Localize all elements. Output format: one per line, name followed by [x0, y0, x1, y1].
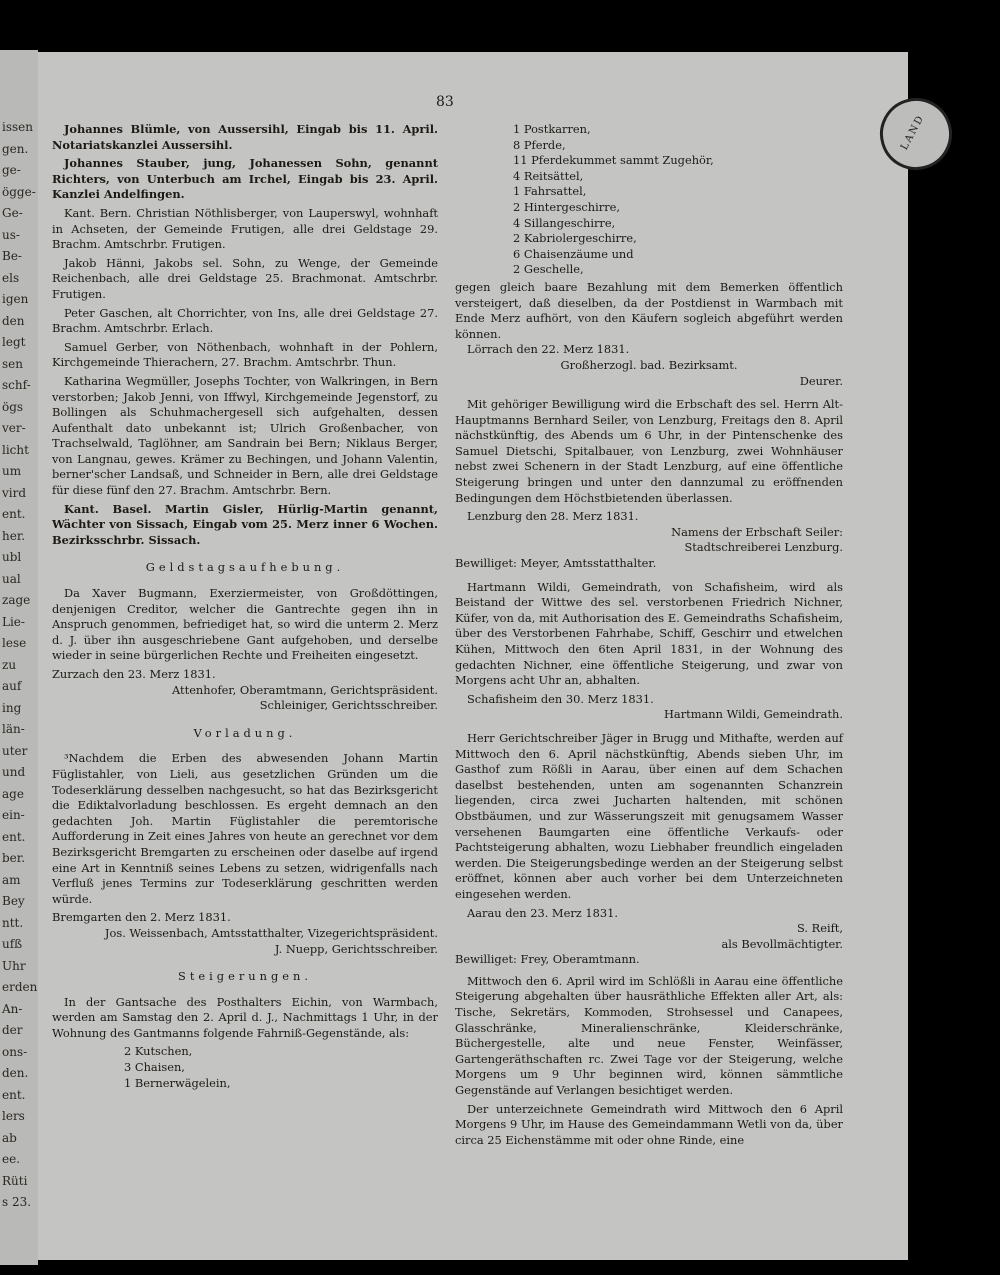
adjacent-page-fragment: ufß	[2, 937, 23, 951]
list-item: 2 Hintergeschirre,	[513, 199, 621, 214]
adjacent-page-fragment: lese	[2, 636, 27, 650]
jaeger-approval: Bewilliget: Frey, Oberamtmann.	[455, 952, 640, 967]
adjacent-page-fragment: gen.	[2, 141, 29, 156]
adjacent-page-fragment: auf	[2, 679, 22, 693]
wildi-date: Schafisheim den 30. Merz 1831.	[467, 691, 654, 706]
adjacent-page-fragment: ee.	[2, 1152, 21, 1166]
adjacent-page-fragment: Lie-	[2, 614, 25, 629]
wildi-signature: Hartmann Wildi, Gemeindrath.	[663, 707, 843, 722]
vorladung-date: Bremgarten den 2. Merz 1831.	[52, 910, 231, 925]
adjacent-page-fragment: Ge-	[2, 206, 23, 220]
adjacent-page-fragment: um	[2, 464, 22, 478]
vorladung-signature-1: Jos. Weissenbach, Amtsstatthalter, Vizegerichtspräsident.	[104, 925, 438, 940]
adjacent-page-fragment: vird	[2, 485, 27, 500]
adjacent-page-fragment: Be-	[2, 249, 22, 263]
items-date: Lörrach den 22. Merz 1831.	[467, 342, 630, 357]
list-item: 1 Fahrsattel,	[513, 184, 587, 199]
bankruptcy-notice: Peter Gaschen, alt Chorrichter, von Ins, alle drei Geldstage 27. Brachm. Amtschrbr. Erlach.	[52, 305, 438, 336]
list-item: 2 Kabriolergeschirre,	[513, 231, 637, 246]
aufhebung-signature-1: Attenhofer, Oberamtmann, Gerichtspräsident.	[172, 682, 438, 697]
adjacent-page-fragment: und	[2, 765, 26, 779]
aufhebung-notice: Da Xaver Bugmann, Exerziermeister, von Großdöttingen, denjenigen Creditor, welcher die Gantrechte gegen ihn in Anspruch genommen, befriediget hat, so wird die unterm 2. Merz d. J. über ihn ausgeschriebene Gant aufgehoben, und derselbe wieder in seine bürgerlichen Rechte und Freiheiten eingesetzt.	[52, 586, 438, 663]
adjacent-page-fragment: her.	[2, 528, 26, 543]
adjacent-page-fragment: zu	[2, 657, 17, 672]
adjacent-page-fragment: ntt.	[2, 915, 24, 930]
adjacent-page-fragment: sen	[2, 356, 23, 371]
adjacent-page-fragment: am	[2, 872, 21, 887]
adjacent-page-edge	[0, 50, 38, 1265]
jaeger-date: Aarau den 23. Merz 1831.	[467, 905, 619, 920]
adjacent-page-fragment: den.	[2, 1066, 29, 1080]
adjacent-page-fragment: igen	[2, 292, 29, 306]
list-item: 6 Chaisenzäume und	[513, 246, 634, 261]
bankruptcy-notice: Jakob Hänni, Jakobs sel. Sohn, zu Wenge, der Gemeinde Reichenbach, alle drei Geldstage 25. Brachmonat. Amtschrbr. Frutigen.	[52, 255, 438, 301]
adjacent-page-fragment: ual	[2, 571, 21, 586]
adjacent-page-fragment: Uhr	[2, 958, 26, 973]
adjacent-page-fragment: ge-	[2, 163, 21, 177]
heading-geldstagsaufhebung: Geldstagsaufhebung.	[145, 560, 345, 575]
list-item: 11 Pferdekummet sammt Zugehör,	[513, 153, 714, 168]
adjacent-page-fragment: An-	[2, 1001, 23, 1016]
jaeger-notice: Herr Gerichtschreiber Jäger in Brugg und Mithafte, werden auf Mittwoch den 6. April nächstkünftig, Abends sieben Uhr, im Gasthof zum Rößli in Aarau, über einen auf dem Schachen daselbst bestehenden, unten am sogenannten Schanzrein liegenden, circa zwei Jucharten haltenden, mit schönen Obstbäumen, und zur Wässerungszeit mit genugsamem Wasser versehenen Baumgarten eine öffentliche Verkaufs- oder Pachtsteigerung abhalten, wozu Liebhaber freundlich eingeladen werden. Die Steigerungsbedinge werden an der Steigerung selbst eröffnet, können aber auch vorher bei dem Unterzeichneten eingesehen werden.	[455, 730, 843, 901]
adjacent-page-fragment: schf-	[2, 378, 31, 392]
seiler-approval: Bewilliget: Meyer, Amtsstatthalter.	[455, 556, 657, 571]
jaeger-signature-2: als Bevollmächtigter.	[721, 936, 843, 951]
aufhebung-signature-2: Schleiniger, Gerichtsschreiber.	[259, 698, 438, 713]
adjacent-page-fragment: zage	[2, 593, 31, 607]
list-item: 1 Postkarren,	[513, 122, 591, 136]
library-stamp: LAND	[867, 85, 964, 182]
list-item: 1 Bernerwägelein,	[124, 1075, 231, 1090]
wetli-notice: Der unterzeichnete Gemeindrath wird Mittwoch den 6 April Morgens 9 Uhr, im Hause des Gemeindammann Wetli von da, über circa 25 Eichenstämme mit oder ohne Rinde, eine	[455, 1101, 843, 1147]
adjacent-page-fragment: ab	[2, 1130, 17, 1145]
adjacent-page-fragment: els	[2, 270, 20, 285]
adjacent-page-fragment: ent.	[2, 1087, 26, 1102]
items-signature-2: Deurer.	[799, 373, 843, 388]
item-list-left	[52, 1044, 438, 1091]
adjacent-page-fragment: der	[2, 1023, 23, 1037]
list-item: 4 Sillangeschirre,	[513, 215, 616, 230]
adjacent-page-fragment: ent.	[2, 507, 26, 521]
page-number: 83	[436, 94, 454, 110]
heading-vorladung: Vorladung.	[193, 725, 297, 740]
bankruptcy-notice: Kant. Bern. Christian Nöthlisberger, von Lauperswyl, wohnhaft in Achseten, der Gemeinde Frutigen, alle drei Geldstage 29. Brachm. Amtschrbr. Frutigen.	[52, 205, 438, 252]
wildi-notice: Hartmann Wildi, Gemeindrath, von Schafisheim, wird als Beistand der Wittwe des sel. verstorbenen Friedrich Nichner, Küfer, von da, mit Authorisation des E. Gemeindraths Schafisheim, über des Verstorbenen Fahrhabe, Schiff, Geschirr und etwelchen Kühen, Mittwoch den 6ten April 1831, in der Wohnung des gedachten Nichner, eine öffentliche Steigerung, und zwar von Morgens acht Uhr an, abhalten.	[455, 579, 843, 688]
bankruptcy-notice: Katharina Wegmüller, Josephs Tochter, von Walkringen, in Bern verstorben; Jakob Jenni, von Iffwyl, Kirchgemeinde Jegenstorf, zu Bollingen als Schuhmachergesell sich aufgehalten, dessen Aufenthalt dato unbekannt ist; Ulrich Großenbacher, von Trachselwald, Taglöhner, am Sandrain bei Bern; Niklaus Berger, von Langnau, gewes. Krämer zu Bechingen, und Johann Valentin, berner'scher Landsaß, und Schneider in Bern, alle drei Geldstage für diese fünf den 27. Brachm. Amtschrbr. Bern.	[52, 373, 438, 498]
adjacent-page-fragment: ver-	[2, 421, 26, 435]
adjacent-page-fragment: ögge-	[2, 184, 36, 199]
vorladung-notice: ³Nachdem die Erben des abwesenden Johann Martin Füglistahler, von Lieli, aus gesetzlichen Gründen um die Todeserklärung desselben nachgesucht, so hat das Bezirksgericht die Ediktalvorladung beschlossen. Es ergeht demnach an den gedachten Joh. Martin Füglistahler die peremtorische Aufforderung in Zeit eines Jahres von heute an gerechnet vor dem Bezirksgericht Bremgarten zu erscheinen oder daselbe auf irgend eine Art in Kenntniß seines Lebens zu setzen, widrigenfalls nach Verfluß jenes Termins zur Todeserklärung geschritten werden würde.	[52, 751, 438, 906]
seiler-notice: Mit gehöriger Bewilligung wird die Erbschaft des sel. Herrn Alt-Hauptmanns Bernhard Seiler, von Lenzburg, Freitags den 8. April nächstkünftig, des Abends um 6 Uhr, in der Pintenschenke des Samuel Dietschi, Spitalbauer, von Lenzburg, zwei Wohnhäuser nebst zwei Schenern in der Stadt Lenzburg, auf eine öffentliche Steigerung bringen und unter den dannzumal zu eröffnenden Bedingungen dem Höchstbietenden überlassen.	[455, 397, 843, 505]
adjacent-page-fragment: ons-	[2, 1044, 28, 1059]
seiler-date: Lenzburg den 28. Merz 1831.	[467, 509, 639, 524]
steigerung-notice: In der Gantsache des Posthalters Eichin, von Warmbach, werden am Samstag den 2. April d. J., Nachmittags 1 Uhr, in der Wohnung des Gantmanns folgende Fahrniß-Gegenstände, als:	[52, 994, 438, 1040]
adjacent-page-fragment: ing	[2, 700, 22, 715]
seiler-signature-1: Namens der Erbschaft Seiler:	[671, 524, 843, 539]
list-item: 8 Pferde,	[513, 137, 566, 152]
adjacent-page-fragment: legt	[2, 335, 26, 349]
seiler-signature-2: Stadtschreiberei Lenzburg.	[684, 540, 843, 555]
adjacent-page-fragment: erden	[2, 980, 38, 994]
bankruptcy-notice: Johannes Stauber, jung, Johanessen Sohn, genannt Richters, von Unterbuch am Irchel, Eingab bis 23. April. Kanzlei Andelfingen.	[52, 156, 438, 202]
adjacent-page-fragment: licht	[2, 442, 29, 457]
list-item: 2 Kutschen,	[124, 1044, 193, 1059]
adjacent-page-fragment: s 23.	[2, 1195, 32, 1209]
adjacent-page-fragment: us-	[2, 227, 20, 242]
adjacent-page-fragment: Bey	[2, 894, 25, 908]
aufhebung-date: Zurzach den 23. Merz 1831.	[52, 667, 216, 681]
adjacent-page-fragment: län-	[2, 722, 25, 736]
list-item: 3 Chaisen,	[124, 1060, 185, 1075]
bankruptcy-notice: Kant. Basel. Martin Gisler, Hürlig-Martin genannt, Wächter von Sissach, Eingab vom 25. Merz inner 6 Wochen. Bezirksschrbr. Sissach.	[52, 501, 438, 547]
items-notice: gegen gleich baare Bezahlung mit dem Bemerken öffentlich versteigert, daß dieselben, da der Postdienst in Warmbach mit Ende Merz aufhört, von den Käufern sogleich abgeführt werden können.	[455, 279, 843, 341]
adjacent-page-fragment: age	[2, 786, 24, 801]
items-signature-1: Großherzogl. bad. Bezirksamt.	[560, 357, 738, 372]
item-list-right	[455, 122, 843, 278]
bankruptcy-notice: Johannes Blümle, von Aussersihl, Eingab bis 11. April. Notariatskanzlei Aussersihl.	[52, 122, 438, 152]
adjacent-page-fragment: Rüti	[2, 1173, 28, 1188]
adjacent-page-fragment: den	[2, 313, 25, 328]
adjacent-page-fragment: issen	[2, 120, 33, 134]
adjacent-page-fragment: ubl	[2, 550, 22, 564]
list-item: 2 Geschelle,	[513, 262, 584, 277]
right-column	[455, 122, 843, 1151]
heading-steigerungen: Steigerungen.	[178, 969, 312, 984]
vorladung-signature-2: J. Nuepp, Gerichtsschreiber.	[274, 941, 438, 956]
adjacent-page-fragment: ber.	[2, 851, 26, 865]
adjacent-page-fragment: ein-	[2, 808, 25, 822]
adjacent-page-fragment: ent.	[2, 829, 26, 844]
schloessli-notice: Mittwoch den 6. April wird im Schlößli in Aarau eine öffentliche Steigerung abgehalten über hausräthliche Effekten aller Art, als: Tische, Sekretärs, Kommoden, Strohsessel und Canapees, Glasschränke, Mineralienschränke, Kleiderschränke, Büchergestelle, alte und neue Fenster, Weinfässer, Gartengeräthschaften rc. Zwei Tage vor der Steigerung, welche Morgens um 9 Uhr beginnen wird, können sämmtliche Gegenstände auf Verlangen besichtiget werden.	[455, 973, 843, 1098]
adjacent-page-fragment: lers	[2, 1109, 25, 1123]
jaeger-signature-1: S. Reift,	[796, 921, 843, 936]
adjacent-page-fragment: ögs	[2, 399, 24, 414]
bankruptcy-notice: Samuel Gerber, von Nöthenbach, wohnhaft in der Pohlern, Kirchgemeinde Thierachern, 27. Brachm. Amtschrbr. Thun.	[52, 339, 438, 370]
left-column	[52, 122, 438, 1093]
list-item: 4 Reitsättel,	[513, 168, 584, 183]
adjacent-page-fragment: uter	[2, 743, 28, 758]
